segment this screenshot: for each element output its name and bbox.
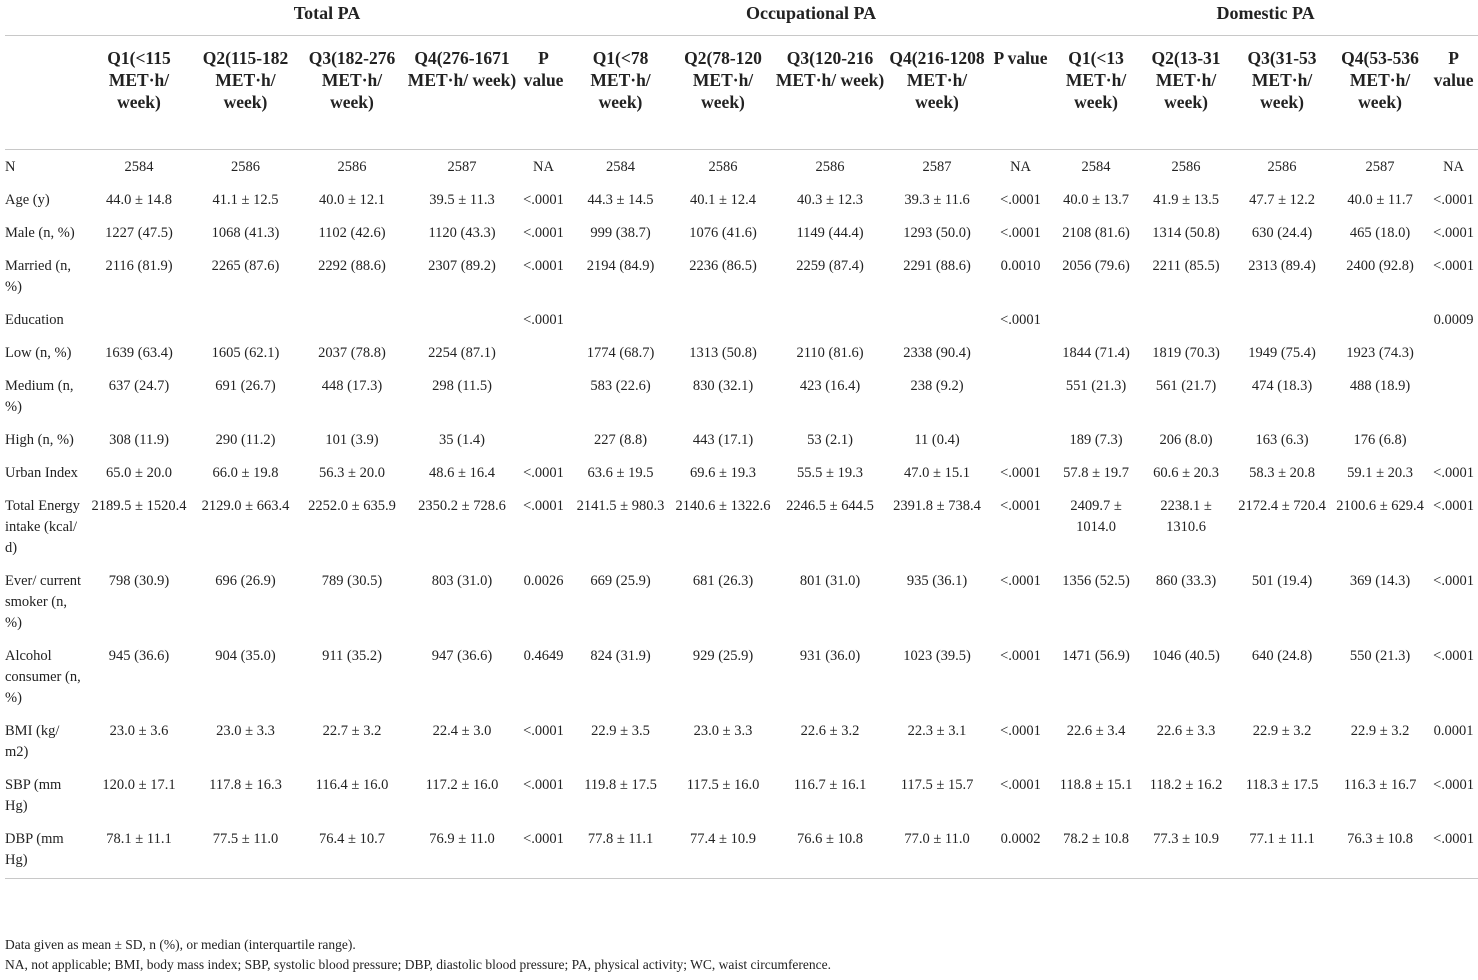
table-cell: 77.5 ± 11.0 <box>193 822 298 879</box>
table-cell: 2129.0 ± 663.4 <box>201 498 290 514</box>
table-cell <box>1331 303 1429 336</box>
table-cell <box>406 303 518 336</box>
table-cell: 23.0 ± 3.3 <box>216 723 275 739</box>
table-cell: 637 (24.7) <box>108 378 170 394</box>
table-cell: 448 (17.3) <box>321 378 383 394</box>
row-label: Medium (n, %) <box>5 378 74 415</box>
table-cell: <.0001 <box>523 258 564 274</box>
table-cell: 63.6 ± 19.5 <box>587 465 654 481</box>
table-cell: 1227 (47.5) <box>105 225 173 241</box>
table-cell: 78.2 ± 10.8 <box>1053 822 1139 879</box>
column-header: Q4(276-1671 MET·h/ week) <box>406 36 518 150</box>
row-label: N <box>5 159 16 175</box>
table-cell: 117.5 ± 16.0 <box>686 777 760 793</box>
table-cell: 2189.5 ± 1520.4 <box>91 498 187 514</box>
table-cell: <.0001 <box>523 192 564 208</box>
table-cell: 2586 <box>231 159 260 175</box>
table-cell: 118.3 ± 17.5 <box>1245 777 1319 793</box>
row-label: Age (y) <box>5 192 50 208</box>
table-body <box>5 150 1478 879</box>
table-cell: 2587 <box>1365 159 1395 175</box>
table-cell: 47.7 ± 12.2 <box>1249 192 1316 208</box>
table-cell: 2291 (88.6) <box>903 258 971 274</box>
table-cell: 76.6 ± 10.8 <box>774 822 886 879</box>
row-label: Education <box>5 312 64 328</box>
table-row <box>5 303 1478 336</box>
table-cell: 44.0 ± 14.8 <box>106 192 172 208</box>
table-cell <box>298 303 406 336</box>
table-row <box>5 369 1478 423</box>
table-cell: 40.3 ± 12.3 <box>797 192 864 208</box>
table-cell: <.0001 <box>1000 312 1041 328</box>
table-cell: 1293 (50.0) <box>903 225 971 241</box>
table-row <box>5 822 1478 879</box>
table-cell: 2350.2 ± 728.6 <box>418 498 506 514</box>
table-row <box>5 639 1478 714</box>
table-cell: 308 (11.9) <box>109 432 169 448</box>
table-cell: 2409.7 ± 1014.0 <box>1070 498 1122 535</box>
column-header: Q2(13-31 MET·h/ week) <box>1139 36 1233 150</box>
table-cell <box>988 423 1053 456</box>
table-cell: 206 (8.0) <box>1159 432 1213 448</box>
table-cell: 1923 (74.3) <box>1346 345 1414 361</box>
table-cell: 561 (21.7) <box>1155 378 1217 394</box>
table-row <box>5 249 1478 303</box>
table-cell: 640 (24.8) <box>1251 648 1313 664</box>
row-label: Total Energy intake (kcal/ d) <box>5 498 80 556</box>
table-cell: 929 (25.9) <box>692 648 754 664</box>
table-row <box>5 150 1478 184</box>
table-row <box>5 768 1478 822</box>
column-header: Q4(216-1208 MET·h/ week) <box>886 36 988 150</box>
table-cell: 1774 (68.7) <box>586 345 655 361</box>
table-cell: 2586 <box>337 159 367 175</box>
table-cell: 23.0 ± 3.6 <box>109 723 169 739</box>
table-cell: <.0001 <box>523 777 564 793</box>
table-cell: 2259 (87.4) <box>796 258 864 274</box>
table-cell: 0.4649 <box>523 648 564 664</box>
column-header-corner <box>5 36 85 150</box>
table-cell: 2141.5 ± 980.3 <box>576 498 665 514</box>
table-cell: 583 (22.6) <box>590 378 651 394</box>
table-cell: <.0001 <box>1000 777 1041 793</box>
footnote: Data given as mean ± SD, n (%), or median (interquartile range). <box>5 937 356 952</box>
table-cell: 118.2 ± 16.2 <box>1149 777 1223 793</box>
table-cell: 2211 (85.5) <box>1152 258 1220 274</box>
table-cell: 1844 (71.4) <box>1062 345 1130 361</box>
table-cell: 2400 (92.8) <box>1346 258 1414 274</box>
table-cell: 77.3 ± 10.9 <box>1139 822 1233 879</box>
table-cell: 443 (17.1) <box>692 432 754 448</box>
column-header: Q1(<78 MET·h/ week) <box>569 36 672 150</box>
table-cell: <.0001 <box>1000 498 1041 514</box>
table-cell: 78.1 ± 11.1 <box>85 822 193 879</box>
table-cell: 0.0026 <box>523 573 564 589</box>
table-cell: 69.6 ± 19.3 <box>690 465 757 481</box>
table-cell: 2254 (87.1) <box>428 345 496 361</box>
table-cell: 22.3 ± 3.1 <box>907 723 967 739</box>
table-cell: 119.8 ± 17.5 <box>584 777 657 793</box>
table-cell: 904 (35.0) <box>215 648 276 664</box>
table-cell: 789 (30.5) <box>321 573 383 589</box>
table-row <box>5 456 1478 489</box>
row-label: Male (n, %) <box>5 225 75 241</box>
table-cell: 830 (32.1) <box>692 378 754 394</box>
table-cell: 465 (18.0) <box>1349 225 1411 241</box>
table-cell: 1102 (42.6) <box>318 225 386 241</box>
table-cell: 474 (18.3) <box>1251 378 1313 394</box>
table-row <box>5 564 1478 639</box>
table-cell: 2586 <box>815 159 845 175</box>
table-cell: 2338 (90.4) <box>903 345 971 361</box>
table-cell: NA <box>533 159 554 175</box>
table-cell <box>518 369 569 423</box>
table-cell <box>518 336 569 369</box>
table-cell: 176 (6.8) <box>1353 432 1407 448</box>
table-cell: 2246.5 ± 644.5 <box>786 498 874 514</box>
row-label: SBP (mm Hg) <box>5 777 62 814</box>
table-cell: 2236 (86.5) <box>689 258 757 274</box>
table-cell: <.0001 <box>523 312 564 328</box>
table-cell: 2587 <box>447 159 477 175</box>
table-cell: 2238.1 ± 1310.6 <box>1160 498 1212 535</box>
table-cell: 935 (36.1) <box>906 573 968 589</box>
table-cell: 2584 <box>1081 159 1111 175</box>
table-cell <box>1233 303 1331 336</box>
table-cell <box>774 303 886 336</box>
column-header: P value <box>988 36 1053 150</box>
table-cell: 66.0 ± 19.8 <box>212 465 279 481</box>
table-cell: <.0001 <box>1433 225 1474 241</box>
table-cell: <.0001 <box>1429 822 1478 879</box>
table-cell: 163 (6.3) <box>1255 432 1309 448</box>
table-cell: 77.0 ± 11.0 <box>886 822 988 879</box>
table-cell <box>1139 303 1233 336</box>
table-cell: 76.9 ± 11.0 <box>406 822 518 879</box>
table-cell: <.0001 <box>1433 465 1474 481</box>
table-row <box>5 336 1478 369</box>
table-cell: 60.6 ± 20.3 <box>1153 465 1220 481</box>
table-cell: 501 (19.4) <box>1251 573 1313 589</box>
table-cell: 39.5 ± 11.3 <box>429 192 495 208</box>
table-cell: 798 (30.9) <box>108 573 170 589</box>
column-header: P value <box>1429 36 1478 150</box>
data-table <box>5 0 1478 879</box>
table-cell: 803 (31.0) <box>431 573 493 589</box>
table-cell: 56.3 ± 20.0 <box>319 465 385 481</box>
group-header-row <box>5 0 1478 36</box>
table-cell: 22.6 ± 3.4 <box>1066 723 1126 739</box>
table-cell: 2056 (79.6) <box>1062 258 1130 274</box>
table-cell: 2037 (78.8) <box>318 345 386 361</box>
table-cell <box>886 303 988 336</box>
table-cell: 691 (26.7) <box>215 378 276 394</box>
table-cell: 2586 <box>708 159 738 175</box>
row-label: High (n, %) <box>5 432 74 448</box>
table-cell: 681 (26.3) <box>692 573 754 589</box>
table-cell: 0.0010 <box>1000 258 1041 274</box>
table-cell: <.0001 <box>1433 648 1474 664</box>
table-cell: 801 (31.0) <box>799 573 861 589</box>
table-cell <box>988 336 1053 369</box>
table-cell: 44.3 ± 14.5 <box>587 192 654 208</box>
table-cell: NA <box>1443 159 1465 175</box>
table-cell: <.0001 <box>1000 465 1041 481</box>
table-cell: 22.9 ± 3.5 <box>591 723 650 739</box>
table-cell: <.0001 <box>1433 777 1474 793</box>
table-footnotes <box>5 935 831 975</box>
table-cell: 1120 (43.3) <box>428 225 496 241</box>
table-cell: <.0001 <box>523 465 564 481</box>
column-header: Q1(<13 MET·h/ week) <box>1053 36 1139 150</box>
group-occupational-pa: Occupational PA <box>569 0 1053 36</box>
table-cell: 22.9 ± 3.2 <box>1350 723 1410 739</box>
column-header: Q2(115-182 MET·h/ week) <box>193 36 298 150</box>
table-cell: NA <box>1010 159 1032 175</box>
column-header: P value <box>518 36 569 150</box>
table-cell: 1046 (40.5) <box>1152 648 1220 664</box>
table-cell: 931 (36.0) <box>799 648 861 664</box>
table-cell: 65.0 ± 20.0 <box>106 465 172 481</box>
table-cell: 35 (1.4) <box>439 432 485 448</box>
table-cell: 1639 (63.4) <box>105 345 173 361</box>
table-cell: 41.9 ± 13.5 <box>1153 192 1220 208</box>
table-cell: 22.9 ± 3.2 <box>1252 723 1312 739</box>
group-total-pa: Total PA <box>85 0 569 36</box>
table-cell: 2587 <box>922 159 952 175</box>
table-cell <box>1429 369 1478 423</box>
table-cell: 76.4 ± 10.7 <box>298 822 406 879</box>
table-cell: 945 (36.6) <box>108 648 170 664</box>
table-cell: 1076 (41.6) <box>689 225 757 241</box>
table-cell: 1471 (56.9) <box>1062 648 1130 664</box>
row-label: DBP (mm Hg) <box>5 822 85 879</box>
row-label: Urban Index <box>5 465 78 481</box>
table-cell: 2110 (81.6) <box>796 345 864 361</box>
column-header: Q3(120-216 MET·h/ week) <box>774 36 886 150</box>
table-cell: 189 (7.3) <box>1069 432 1123 448</box>
table-cell: 1068 (41.3) <box>211 225 280 241</box>
table-cell <box>1429 423 1478 456</box>
table-cell: 824 (31.9) <box>590 648 651 664</box>
table-cell: 77.8 ± 11.1 <box>569 822 672 879</box>
table-cell: 1314 (50.8) <box>1152 225 1220 241</box>
table-cell: 39.3 ± 11.6 <box>904 192 970 208</box>
table-row <box>5 183 1478 216</box>
table-row <box>5 216 1478 249</box>
table-cell: 116.4 ± 16.0 <box>315 777 389 793</box>
table-cell: 551 (21.3) <box>1065 378 1127 394</box>
table-cell: <.0001 <box>1000 192 1041 208</box>
table-cell: 59.1 ± 20.3 <box>1347 465 1414 481</box>
table-cell: 23.0 ± 3.3 <box>693 723 753 739</box>
table-cell: 2584 <box>124 159 154 175</box>
table-cell: 0.0009 <box>1433 312 1474 328</box>
table-cell: 117.5 ± 15.7 <box>900 777 974 793</box>
group-domestic-pa: Domestic PA <box>1053 0 1478 36</box>
table-cell: 2586 <box>1171 159 1201 175</box>
table-cell: 2292 (88.6) <box>318 258 386 274</box>
table-cell: 1313 (50.8) <box>689 345 757 361</box>
column-header: Q1(<115 MET·h/ week) <box>85 36 193 150</box>
table-cell: 369 (14.3) <box>1349 573 1411 589</box>
table-cell: 22.4 ± 3.0 <box>432 723 492 739</box>
table-cell: 2172.4 ± 720.4 <box>1238 498 1326 514</box>
table-cell: 423 (16.4) <box>799 378 861 394</box>
table-cell: 2140.6 ± 1322.6 <box>675 498 771 514</box>
table-cell <box>85 303 193 336</box>
table-cell: 2108 (81.6) <box>1062 225 1130 241</box>
table-cell: 947 (36.6) <box>431 648 493 664</box>
table-cell: <.0001 <box>523 225 564 241</box>
table-cell: 298 (11.5) <box>432 378 492 394</box>
table-cell: <.0001 <box>518 822 569 879</box>
table-cell: <.0001 <box>1000 225 1041 241</box>
table-cell <box>1053 303 1139 336</box>
table-cell: <.0001 <box>523 723 564 739</box>
footnote: NA, not applicable; BMI, body mass index; SBP, systolic blood pressure; DBP, diastolic blood pressure; PA, physical activity; WC, waist circumference. <box>5 957 832 972</box>
table-cell: <.0001 <box>1000 723 1041 739</box>
row-label: Ever/ current smoker (n, %) <box>5 573 82 631</box>
table-cell: 2116 (81.9) <box>105 258 173 274</box>
table-cell: <.0001 <box>1000 573 1041 589</box>
table-cell: 1605 (62.1) <box>211 345 280 361</box>
table-cell: 2100.6 ± 629.4 <box>1336 498 1424 514</box>
table-cell: 1949 (75.4) <box>1248 345 1316 361</box>
table-cell <box>672 303 774 336</box>
table-cell: 22.7 ± 3.2 <box>322 723 382 739</box>
table-cell <box>193 303 298 336</box>
table-cell: 40.0 ± 12.1 <box>319 192 385 208</box>
row-label: Married (n, %) <box>5 258 72 295</box>
table-cell: 2265 (87.6) <box>211 258 280 274</box>
table-cell: 1356 (52.5) <box>1062 573 1130 589</box>
table-row <box>5 489 1478 564</box>
table-cell: 550 (21.3) <box>1349 648 1411 664</box>
table-cell: 860 (33.3) <box>1155 573 1217 589</box>
table-cell: 238 (9.2) <box>910 378 964 394</box>
row-label: Alcohol consumer (n, %) <box>5 648 81 706</box>
table-cell: 101 (3.9) <box>325 432 379 448</box>
table-cell: 55.5 ± 19.3 <box>797 465 864 481</box>
table-cell: <.0001 <box>1433 498 1474 514</box>
table-cell: 48.6 ± 16.4 <box>429 465 495 481</box>
table-cell: 630 (24.4) <box>1251 225 1313 241</box>
table-cell: 2194 (84.9) <box>586 258 655 274</box>
table-row <box>5 423 1478 456</box>
table-cell: 40.1 ± 12.4 <box>690 192 757 208</box>
table-cell <box>988 369 1053 423</box>
table-cell: 40.0 ± 11.7 <box>1347 192 1413 208</box>
table-cell: 290 (11.2) <box>215 432 276 448</box>
table-cell: 53 (2.1) <box>807 432 853 448</box>
table-cell: 2391.8 ± 738.4 <box>893 498 981 514</box>
table-cell: 0.0002 <box>988 822 1053 879</box>
row-label: Low (n, %) <box>5 345 72 361</box>
table-cell: 2584 <box>606 159 636 175</box>
table-cell: 22.6 ± 3.2 <box>800 723 860 739</box>
table-cell: 117.2 ± 16.0 <box>425 777 499 793</box>
table-cell: <.0001 <box>1433 192 1474 208</box>
table-cell: 696 (26.9) <box>215 573 276 589</box>
table-cell: 41.1 ± 12.5 <box>212 192 279 208</box>
table-cell: <.0001 <box>523 498 564 514</box>
table-cell: 2313 (89.4) <box>1248 258 1316 274</box>
table-cell: 2586 <box>1267 159 1297 175</box>
table-cell: 227 (8.8) <box>593 432 648 448</box>
table-cell: 1819 (70.3) <box>1152 345 1220 361</box>
table-cell: 911 (35.2) <box>322 648 382 664</box>
table-cell: 999 (38.7) <box>590 225 651 241</box>
table-cell: 77.1 ± 11.1 <box>1233 822 1331 879</box>
column-header-row <box>5 36 1478 150</box>
table-cell: 40.0 ± 13.7 <box>1063 192 1130 208</box>
group-corner <box>5 0 85 36</box>
table-cell: 76.3 ± 10.8 <box>1331 822 1429 879</box>
table-cell <box>518 423 569 456</box>
table-cell: <.0001 <box>1000 648 1041 664</box>
table-cell: 118.8 ± 15.1 <box>1059 777 1133 793</box>
table-cell: 1149 (44.4) <box>796 225 864 241</box>
table-cell: 116.7 ± 16.1 <box>793 777 867 793</box>
table-cell: 116.3 ± 16.7 <box>1343 777 1417 793</box>
table-cell: 47.0 ± 15.1 <box>904 465 971 481</box>
table-cell: <.0001 <box>1433 258 1474 274</box>
column-header: Q3(31-53 MET·h/ week) <box>1233 36 1331 150</box>
row-label: BMI (kg/ m2) <box>5 723 60 760</box>
table-cell: 669 (25.9) <box>590 573 651 589</box>
table-cell: 0.0001 <box>1433 723 1474 739</box>
table-cell: 2307 (89.2) <box>428 258 496 274</box>
column-header: Q4(53-536 MET·h/ week) <box>1331 36 1429 150</box>
table-cell: 488 (18.9) <box>1349 378 1411 394</box>
table-cell: 22.6 ± 3.3 <box>1156 723 1216 739</box>
table-cell: 120.0 ± 17.1 <box>102 777 176 793</box>
column-header: Q2(78-120 MET·h/ week) <box>672 36 774 150</box>
table-cell: 77.4 ± 10.9 <box>672 822 774 879</box>
table-cell <box>569 303 672 336</box>
table-cell: 117.8 ± 16.3 <box>209 777 282 793</box>
table-cell: 1023 (39.5) <box>903 648 971 664</box>
table-cell: 2252.0 ± 635.9 <box>308 498 396 514</box>
table-cell: 11 (0.4) <box>914 432 960 448</box>
table-cell: <.0001 <box>1433 573 1474 589</box>
table-cell <box>1429 336 1478 369</box>
table-cell: 57.8 ± 19.7 <box>1063 465 1130 481</box>
column-header: Q3(182-276 MET·h/ week) <box>298 36 406 150</box>
table-cell: 58.3 ± 20.8 <box>1249 465 1316 481</box>
table-row <box>5 714 1478 768</box>
